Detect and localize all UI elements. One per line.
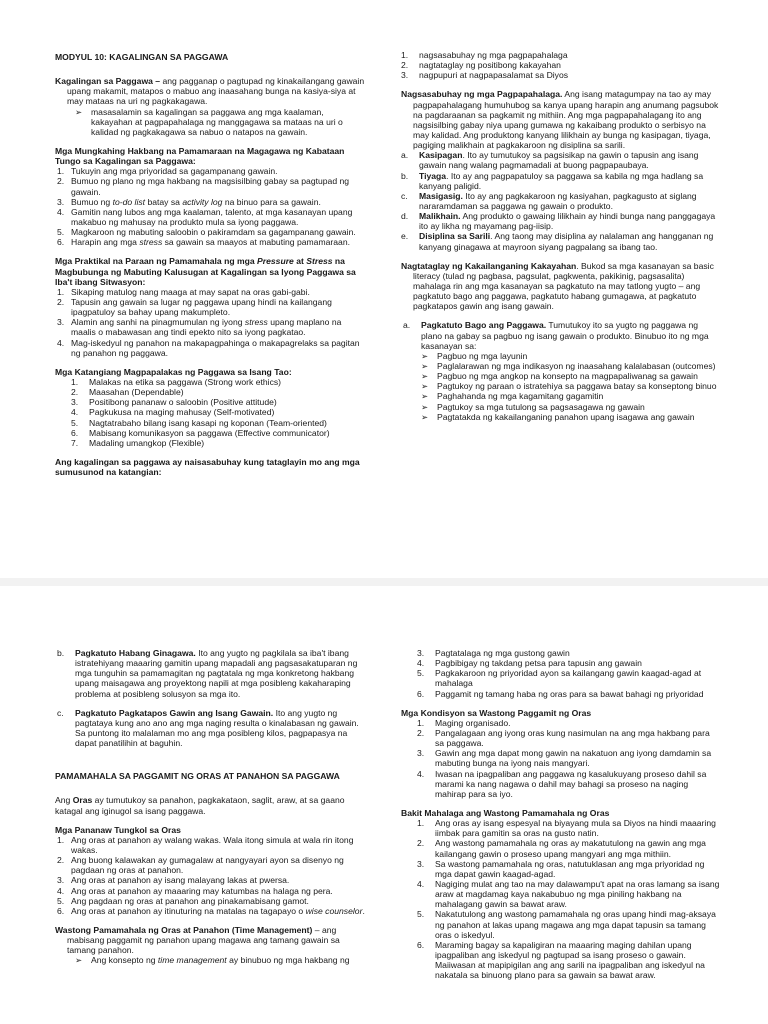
- arrow-bullet-icon: ➢: [421, 381, 429, 392]
- wastong-pamamahala-bullets: [55, 955, 367, 965]
- list-item: 4. Pagbibigay ng takdang petsa para tapusin ang gawain: [417, 658, 642, 669]
- arrow-bullet-icon: ➢: [421, 350, 429, 361]
- list-item: 6. Maraming bagay sa kapaligiran na maaaring maging dahilan upang ipagpaliban ang iskedyul ng pagtupad sa isang proseso o gawain. Maiiwasan at mapipigilan ang ang sarili na ipagpaliban ang iskedyul na nakatala sa binuong plano para sa gawain sa bawat araw.: [417, 939, 705, 981]
- mungkahi-heading: Mga Mungkahing Hakbang na Pamamaraan na Magagawa ng Kabataan Tungo sa Kagalingan sa Paggawa:: [55, 145, 345, 167]
- list-item: ➢ masasalamin sa kagalingan sa paggawa ang mga kaalaman, kakayahan at pagpapahalaga ng manggagawa sa mataas na uri o kalidad ng pagkakagawa sa nabuo o natapos na gawain.: [75, 106, 343, 137]
- list-item: ➢ Pagtatakda ng kakailanganing panahon upang isagawa ang gawain: [421, 411, 695, 422]
- closing-statement: Ang kagalingan sa paggawa ay naisasabuhay kung tataglayin mo ang mga sumusunod na katangian:: [55, 456, 360, 478]
- kondisyon-list: [401, 718, 721, 799]
- list-item: ➢ Ang konsepto ng time management ay binubuo ng mga hakbang ng: [75, 955, 350, 966]
- pagkatuto-bago-list: [401, 351, 721, 422]
- list-item: 3. nagpupuri at nagpapasalamat sa Diyos: [401, 70, 569, 81]
- page2-right-column: [401, 648, 721, 980]
- list-item: b. Tiyaga. Ito ay ang pagpapatuloy sa paggawa sa kabila ng mga hadlang sa kanyang paligid.: [401, 170, 704, 191]
- list-item: 5. Magkaroon ng mabuting saloobin o pakiramdam sa gagampanang gawain.: [57, 227, 356, 238]
- pananaw-heading: Mga Pananaw Tungkol sa Oras: [55, 824, 181, 835]
- pananaw-list: [55, 835, 367, 916]
- list-item: 4. Pagkukusa na maging mahusay (Self-motivated): [71, 407, 275, 418]
- document-page-2: [0, 586, 768, 1024]
- list-item: 1. Maging organisado.: [417, 717, 511, 728]
- bakit-list: [401, 818, 721, 980]
- list-item: d. Malikhain. Ang produkto o gawaing lilikhain ay hindi bunga nang panggagaya ito ay likha ng mayamang pag-iisip.: [401, 211, 716, 232]
- praktikal-heading: Mga Praktikal na Paraan ng Pamamahala ng mga Pressure at Stress na Magbubunga ng Mabuting Kalusugan at Kagalingan sa Iyong Paggawa sa Iba't ibang Sitwasyon:: [55, 256, 356, 287]
- arrow-bullet-icon: ➢: [75, 955, 83, 966]
- list-item: 5. Ang pagdaan ng oras at panahon ang pinakamabisang gamot.: [57, 895, 309, 906]
- list-item: 3. Pagtatalaga ng mga gustong gawin: [417, 648, 570, 658]
- list-item: 2. Tapusin ang gawain sa lugar ng paggawa upang hindi na kailangang ipagpatuloy sa bahay upang makumpleto.: [57, 296, 332, 318]
- wastong-pamamahala-definition: Wastong Pamamahala ng Oras at Panahon (Time Management) – ang mabisang paggamit ng panahon upang magawa ang tamang gawain sa tamang panahon.: [55, 924, 340, 956]
- list-item: ➢ Pagtukoy sa mga tutulong sa pagsasagawa ng gawain: [421, 401, 645, 412]
- list-item: 6. Ang oras at panahon ay itinuturing na matalas na tagapayo o wise counselor.: [57, 905, 365, 916]
- arrow-bullet-icon: ➢: [421, 401, 429, 412]
- list-item: 5. Nagtatrabaho bilang isang kasapi ng koponan (Team-oriented): [71, 417, 327, 428]
- list-item: 7. Madaling umangkop (Flexible): [71, 437, 205, 448]
- list-item: 3. Alamin ang sanhi na pinagmumulan ng iyong stress upang maplano na maalis o mabawasan ang tindi epekto nito sa iyong pagkatao.: [57, 317, 342, 338]
- list-item: 2. nagtataglay ng positibong kakayahan: [401, 60, 561, 71]
- list-item: 6. Harapin ang mga stress sa gawain sa maayos at mabuting pamamaraan.: [57, 237, 350, 248]
- katangian-summary-list: [401, 50, 721, 80]
- arrow-bullet-icon: ➢: [421, 411, 429, 422]
- list-item: 5. Pagkakaroon ng priyoridad ayon sa kailangang gawin kaagad-agad at mahalaga: [417, 668, 702, 689]
- katangian-heading: Mga Katangiang Magpapalakas ng Paggawa sa Isang Tao:: [55, 366, 292, 377]
- list-item: 1. Tukuyin ang mga priyoridad sa gagampanang gawain.: [57, 166, 278, 177]
- list-item: 4. Ang oras at panahon ay maaaring may katumbas na halaga ng pera.: [57, 885, 333, 896]
- list-item: 3. Positibong pananaw o saloobin (Positive attitude): [71, 397, 277, 408]
- page2-left-column: [55, 648, 367, 966]
- katangian-list: [55, 377, 367, 448]
- list-item: ➢ Pagtukoy ng paraan o istratehiya sa paggawa batay sa konseptong binuo: [421, 381, 717, 392]
- list-item: 4. Gamitin nang lubos ang mga kaalaman, talento, at mga kasanayan upang makabuo ng mahusay na produkto mula sa iyong paggawa.: [57, 206, 353, 227]
- list-item: 6. Paggamit ng tamang haba ng oras para sa bawat bahagi ng priyoridad: [417, 688, 704, 699]
- module-title: MODYUL 10: KAGALINGAN SA PAGGAWA: [55, 52, 229, 62]
- kondisyon-heading: Mga Kondisyon sa Wastong Paggamit ng Oras: [401, 707, 592, 718]
- list-item: 3. Bumuo ng to-do list batay sa activity log na binuo para sa gawain.: [57, 196, 321, 207]
- oras-definition: Ang Oras ay tumutukoy sa panahon, pagkakataon, saglit, araw, at sa gaano katagal ang iginugol sa isang paggawa.: [55, 795, 345, 816]
- list-item: ➢ Paghahanda ng mga kagamitang gagamitin: [421, 391, 604, 402]
- nagsasabuhay-paragraph: Nagsasabuhay ng mga Pagpapahalaga. Ang isang matagumpay na tao ay may pagpapahalagang humuhubog sa kanya upang harapin ang anumang pagsubok na pagdaraanan sa pagkamit ng mithiin. Ang mga pagpapahalagang ito ang nagsisilbing gabay niya upang gumawa ng kakaibang produkto o serbisyo na may kalidad. Ang produktong kanyang lilikhain ay bunga ng kasipagan, tiyaga, pagiging malikhain at pagkakaroon ng disiplina sa sarili.: [401, 89, 719, 151]
- list-item: a. Kasipagan. Ito ay tumutukoy sa pagsisikap na gawin o tapusin ang isang gawain nang walang pagmamadali at buong pagpapaubaya.: [401, 150, 699, 171]
- list-item: 1. Ang oras at panahon ay walang wakas. Wala itong simula at wala rin itong wakas.: [57, 834, 354, 855]
- page-separator: [0, 578, 768, 586]
- pagkatuto-bago-paragraph: a. Pagkatuto Bago ang Paggawa. Tumutukoy ito sa yugto ng paggawa ng plano na gabay sa pagbuo ng isang gawain o produkto. Binubuo ito ng mga kasanayan sa:: [403, 320, 709, 351]
- list-item: 6. Mabisang komunikasyon sa paggawa (Effective communicator): [71, 427, 330, 438]
- arrow-bullet-icon: ➢: [421, 391, 429, 402]
- list-item: 1. nagsasabuhay ng mga pagpapahalaga: [401, 50, 568, 60]
- list-item: 4. Iwasan na ipagpaliban ang paggawa ng kasalukuyang proseso dahil sa marami ka nang nagawa o dahil may bahagi sa proseso na naging mahirap para sa iyo.: [417, 768, 707, 799]
- time-management-steps: [401, 648, 721, 699]
- list-item: 5. Nakatutulong ang wastong pamamahala ng oras upang hindi mag-aksaya ng panahon at lakas upang magawa ang mga dapat tapusin sa tamang oras o iskedyul.: [417, 909, 716, 940]
- mungkahi-list: [55, 166, 367, 247]
- list-item: 3. Gawin ang mga dapat mong gawin na nakatuon ang iyong damdamin sa mabuting bunga na iyong nais mangyari.: [417, 748, 712, 769]
- kagalingan-definition: Kagalingan sa Paggawa – ang pagganap o pagtupad ng kinakailangang gawain upang makamit, matapos o mabuo ang inaasahang bunga na kasiya-siya at may mataas na uri ng pagkakagawa.: [55, 76, 365, 107]
- page1-right-column: [401, 52, 721, 422]
- list-item: 3. Ang oras at panahon ay isang malayang lakas at pwersa.: [57, 875, 290, 886]
- praktikal-list: [55, 287, 367, 358]
- list-item: c. Masigasig. Ito ay ang pagkakaroon ng kasiyahan, pagkagusto at siglang nararamdaman sa paggawa ng gawain o produkto.: [401, 190, 697, 211]
- arrow-bullet-icon: ➢: [421, 360, 429, 371]
- list-item: ➢ Paglalarawan ng mga indikasyon ng inaasahang kalalabasan (outcomes): [421, 360, 716, 371]
- pagkatuto-pagkatapos-paragraph: c. Pagkatuto Pagkatapos Gawin ang Isang Gawain. Ito ang yugto ng pagtataya kung ano ano ang mga naging resulta o kinalabasan ng gawain. Sa puntong ito malalaman mo ang mga posibleng kilos, pagpapasya na dapat panatilihin at baguhin.: [57, 707, 359, 749]
- list-item: 1. Sikaping matulog nang maaga at may sapat na oras gabi-gabi.: [57, 286, 310, 297]
- oras-section-heading: PAMAMAHALA SA PAGGAMIT NG ORAS AT PANAHON SA PAGGAWA: [55, 771, 340, 782]
- list-item: 3. Sa wastong pamamahala ng oras, natutuklasan ang mga priyoridad ng mga dapat gawin kaagad-agad.: [417, 858, 705, 879]
- list-item: 2. Maasahan (Dependable): [71, 387, 184, 398]
- arrow-bullet-icon: ➢: [75, 106, 83, 117]
- list-item: ➢ Pagbuo ng mga layunin: [421, 350, 528, 361]
- page1-left-column: [55, 52, 367, 477]
- list-item: 4. Nagiging mulat ang tao na may dalawampu't apat na oras lamang sa isang araw at magdamag kaya nakabubuo ng mga piniling hakbang na mahalagang gawin sa bawat araw.: [417, 878, 720, 910]
- list-item: 2. Ang wastong pamamahala ng oras ay makatutulong na gawin ang mga kailangang gawin o proseso upang mangyari ang mga mithiin.: [417, 838, 706, 859]
- list-item: 1. Ang oras ay isang espesyal na biyayang mula sa Diyos na hindi maaaring iimbak para gamitin sa oras na gusto natin.: [417, 818, 716, 839]
- list-item: 4. Mag-iskedyul ng panahon na makapagpahinga o makapagrelaks sa pagitan ng panahon ng paggawa.: [57, 337, 360, 358]
- values-list: [401, 150, 721, 251]
- kagalingan-bullet-list: [55, 107, 367, 137]
- arrow-bullet-icon: ➢: [421, 371, 429, 382]
- bakit-heading: Bakit Mahalaga ang Wastong Pamamahala ng Oras: [401, 807, 610, 818]
- list-item: 2. Ang buong kalawakan ay gumagalaw at nangyayari ayon sa disenyo ng pagdaan ng oras at panahon.: [57, 855, 344, 876]
- list-item: e. Disiplina sa Sarili. Ang taong may disiplina ay nalalaman ang hangganan ng kanyang ginagawa at mayroon siyang pagpalang sa ibang tao.: [401, 231, 714, 252]
- list-item: 1. Malakas na etika sa paggawa (Strong work ethics): [71, 376, 282, 387]
- list-item: 2. Pangalagaan ang iyong oras kung nasimulan na ang mga hakbang para sa paggawa.: [417, 727, 710, 749]
- pagkatuto-habang-paragraph: b. Pagkatuto Habang Ginagawa. Ito ang yugto ng pagkilala sa iba't ibang istratehiyang maaaring gamitin upang mapadali ang pagsasakatuparan ng mga tunguhin sa pamamagitan ng pagtatala ng mga konkretong hakbang upang maisagawa ang proyektong napili at mga posibleng kakaharaping problema at posibleng solusyon sa mga ito.: [57, 648, 358, 699]
- nagtataglay-paragraph: Nagtataglay ng Kakailanganing Kakayahan. Bukod sa mga kasanayan sa basic literacy (tulad ng pagbasa, pagsulat, pagkwenta, pakikinig, pagsasalita) mahalaga rin ang mga kasanayan sa pagkatuto na may tatlong yugto – ang pagkatuto bago ang paggawa, pagkatuto habang gumagawa, at pagkatuto pagkatapos gawin ang isang gawain.: [401, 260, 714, 312]
- list-item: 2. Bumuo ng plano ng mga hakbang na magsisilbing gabay sa pagtupad ng gawain.: [57, 176, 350, 197]
- list-item: ➢ Pagbuo ng mga angkop na konsepto na magpapaliwanag sa gawain: [421, 371, 698, 382]
